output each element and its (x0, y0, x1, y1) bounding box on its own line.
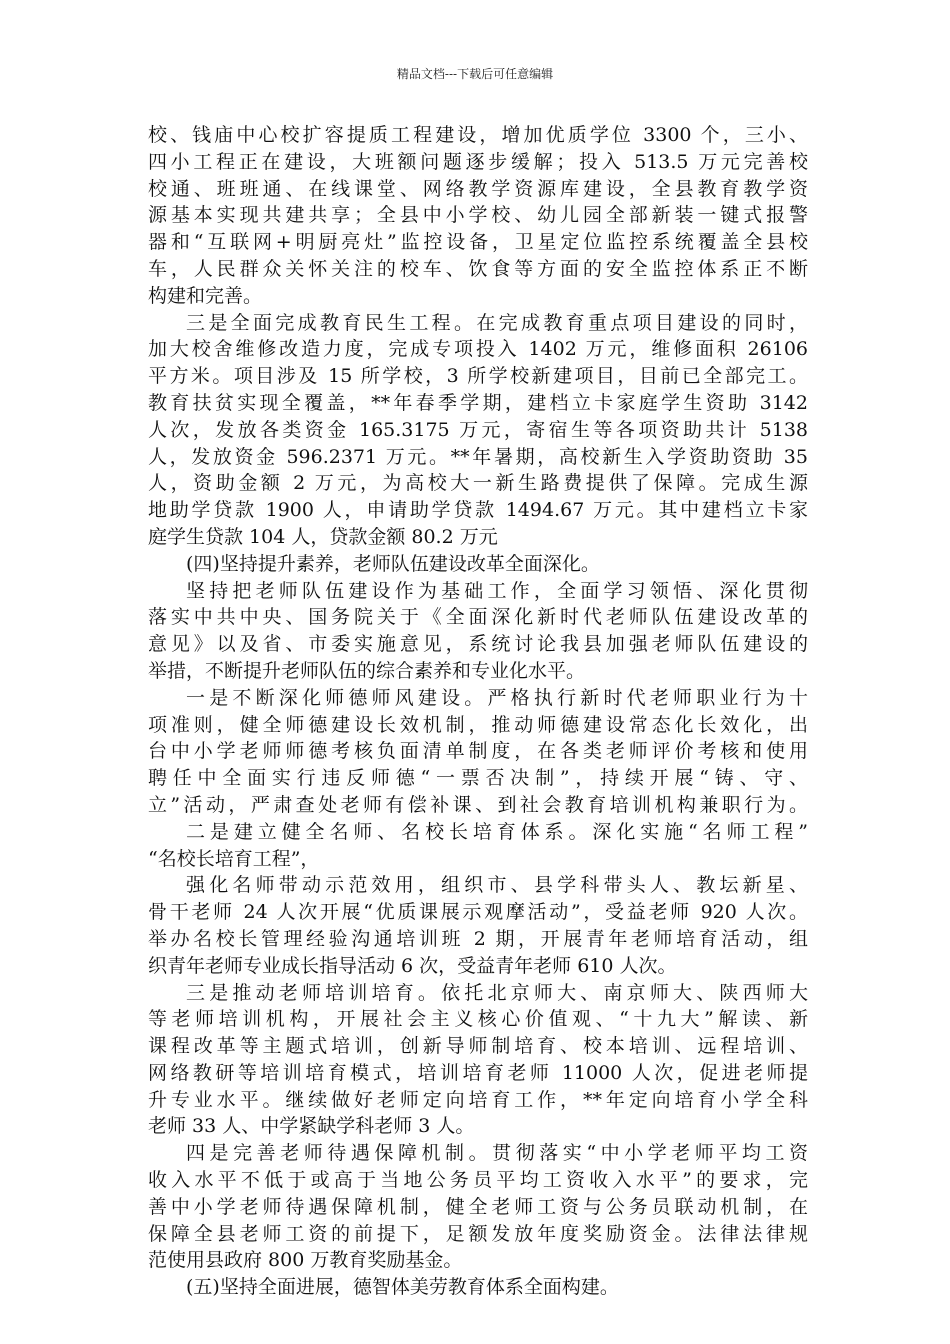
text-line: “名校长培育工程”， (148, 847, 320, 870)
text-line: 教育扶贫实现全覆盖，**年春季学期，建档立卡家庭学生资助 3142 (148, 391, 808, 414)
text-line: 台中小学老师师德考核负面清单制度，在各类老师评价考核和使用 (148, 740, 808, 763)
text-line: 车，人民群众关怀关注的校车、饮食等方面的安全监控体系正不断 (148, 257, 808, 280)
text-line: 二是建立健全名师、名校长培育体系。深化实施“名师工程” (186, 820, 808, 843)
text-line: 课程改革等主题式培训，创新导师制培育、校本培训、远程培训、 (148, 1035, 808, 1058)
text-line: 网络教研等培训培育模式，培训培育老师 11000 人次，促进老师提 (148, 1061, 808, 1084)
text-line: 人，资助金额 2 万元，为高校大一新生路费提供了保障。完成生源 (148, 472, 808, 495)
text-line: 人次，发放各类资金 165.3175 万元，寄宿生等各项资助共计 5138 (148, 418, 808, 441)
text-line: 人，发放资金 596.2371 万元。**年暑期，高校新生入学资助资助 35 (148, 445, 808, 468)
text-line: 织青年老师专业成长指导活动 6 次，受益青年老师 610 人次。 (148, 954, 677, 977)
text-line: 构建和完善。 (148, 284, 263, 307)
text-line: 收入水平不低于或高于当地公务员平均工资收入水平”的要求，完 (148, 1169, 808, 1192)
text-line: 地助学贷款 1900 人，申请助学贷款 1494.67 万元。其中建档立卡家 (148, 499, 808, 522)
text-line: 三是全面完成教育民生工程。在完成教育重点项目建设的同时， (186, 311, 808, 334)
text-line: 校、钱庙中心校扩容提质工程建设，增加优质学位 3300 个，三小、 (148, 124, 808, 146)
text-line: 平方米。项目涉及 15 所学校，3 所学校新建项目，目前已全部完工。 (148, 365, 808, 388)
text-line: 器和“互联网+明厨亮灶”监控设备，卫星定位监控系统覆盖全县校 (148, 231, 808, 254)
text-line: 三是推动老师培训培育。依托北京师大、南京师大、陕西师大 (186, 981, 808, 1004)
text-line: 一是不断深化师德师风建设。严格执行新时代老师职业行为十 (186, 686, 808, 709)
document-body (148, 122, 808, 1301)
text-line: 强化名师带动示范效用，组织市、县学科带头人、教坛新星、 (186, 874, 808, 897)
text-line: 源基本实现共建共享；全县中小学校、幼儿园全部新装一键式报警 (148, 204, 808, 227)
text-line: (五)坚持全面进展，德智体美劳教育体系全面构建。 (186, 1276, 619, 1299)
text-line: 四小工程正在建设，大班额问题逐步缓解；投入 513.5 万元完善校 (148, 150, 808, 173)
text-line: 落实中共中央、国务院关于《全面深化新时代老师队伍建设改革的 (148, 606, 808, 629)
text-line: 范使用县政府 800 万教育奖励基金。 (148, 1249, 463, 1272)
text-line: 加大校舍维修改造力度，完成专项投入 1402 万元，维修面积 26106 (148, 338, 808, 361)
text-line: 四是完善老师待遇保障机制。贯彻落实“中小学老师平均工资 (186, 1142, 808, 1165)
text-line: 骨干老师 24 人次开展“优质课展示观摩活动”，受益老师 920 人次。 (148, 901, 808, 924)
text-line: 坚持把老师队伍建设作为基础工作，全面学习领悟、深化贯彻 (186, 579, 808, 602)
text-line: 保障全县老师工资的前提下，足额发放年度奖励资金。法律法律规 (148, 1222, 808, 1245)
text-line: 项准则，健全师德建设长效机制，推动师德建设常态化长效化，出 (148, 713, 808, 736)
text-line: 善中小学老师待遇保障机制，健全老师工资与公务员联动机制，在 (148, 1195, 808, 1218)
text-line: 等老师培训机构，开展社会主义核心价值观、“十九大”解读、新 (148, 1008, 808, 1031)
text-line: 聘任中全面实行违反师德“一票否决制”，持续开展“铸、守、 (148, 767, 808, 790)
text-line: 庭学生贷款 104 人，贷款金额 80.2 万元 (148, 525, 498, 548)
text-line: 校通、班班通、在线课堂、网络教学资源库建设，全县教育教学资 (148, 177, 808, 200)
text-line: 举措，不断提升老师队伍的综合素养和专业化水平。 (148, 659, 586, 682)
text-line: 意见》以及省、市委实施意见，系统讨论我县加强老师队伍建设的 (148, 633, 808, 656)
text-line: 升专业水平。继续做好老师定向培育工作，**年定向培育小学全科 (148, 1088, 808, 1111)
text-line: 立”活动，严肃查处老师有偿补课、到社会教育培训机构兼职行为。 (148, 793, 808, 816)
text-line: 举办名校长管理经验沟通培训班 2 期，开展青年老师培育活动，组 (148, 927, 808, 950)
text-line: (四)坚持提升素养，老师队伍建设改革全面深化。 (186, 552, 600, 575)
page-header: 精品文档---下载后可任意编辑 (396, 67, 554, 81)
text-line: 老师 33 人、中学紧缺学科老师 3 人。 (148, 1115, 475, 1138)
